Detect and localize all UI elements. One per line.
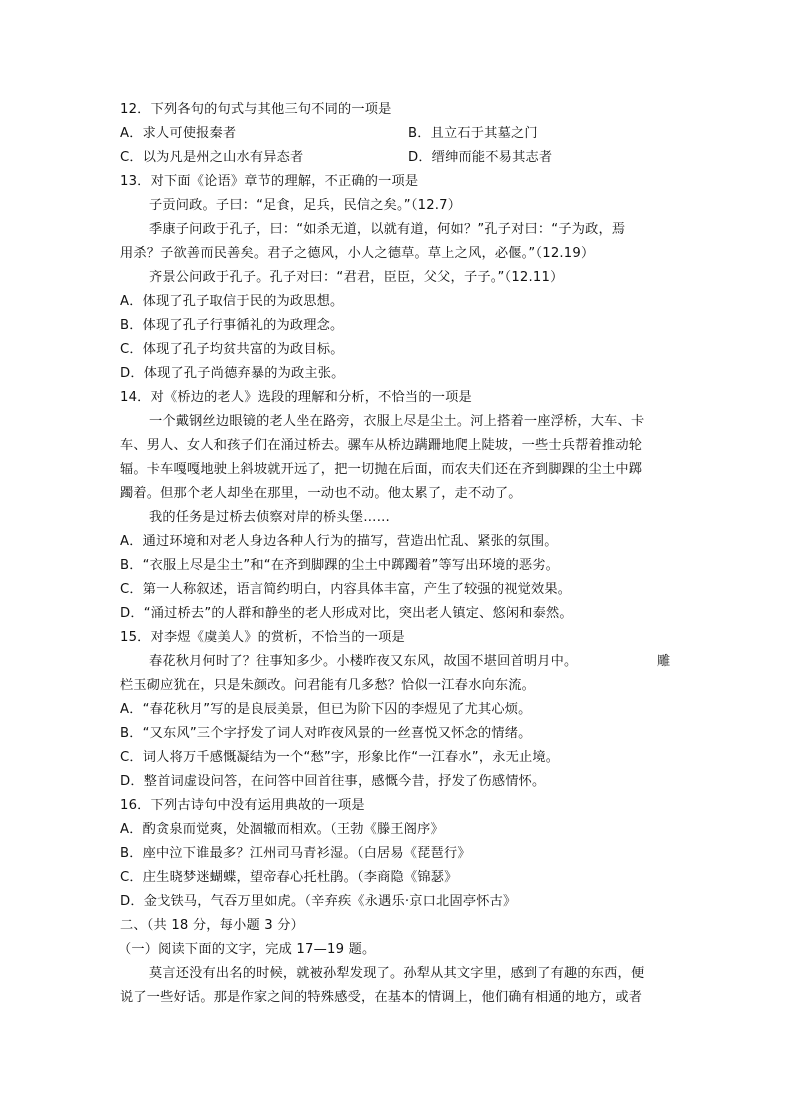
q15-option-a: A．“春花秋月”写的是良辰美景，但已为阶下囚的李煜见了尤其心烦。 <box>120 702 532 717</box>
q13-passage-line: 用杀？子欲善而民善矣。君子之德风，小人之德草。草上之风，必偃。”（12.19） <box>120 246 595 261</box>
q12-option-b: B．且立石于其墓之门 <box>408 126 538 141</box>
q15-stem: 15．对李煜《虞美人》的赏析，不恰当的一项是 <box>120 630 405 645</box>
section-heading: 二、（共 18 分，每小题 3 分） <box>120 918 304 933</box>
reading-passage-line: 说了一些好话。那是作家之间的特殊感受，在基本的情调上，他们确有相通的地方，或者 <box>120 990 643 1005</box>
q16-stem: 16．下列古诗句中没有运用典故的一项是 <box>120 798 365 813</box>
q14-option-a: A．通过环境和对老人身边各种人行为的描写，营造出忙乱、紧张的氛围。 <box>120 534 558 549</box>
q12-option-c: C．以为凡是州之山水有异态者 <box>120 150 304 165</box>
q16-option-a: A．酌贪泉而觉爽，处涸辙而相欢。（王勃《滕王阁序》 <box>120 822 444 837</box>
q15-poem-line: 春花秋月何时了？往事知多少。小楼昨夜又东风，故国不堪回首明月中。 <box>149 654 578 669</box>
q14-stem: 14．对《桥边的老人》选段的理解和分析，不恰当的一项是 <box>120 390 472 405</box>
q16-option-b: B．座中泣下谁最多？江州司马青衫湿。（白居易《琵琶行》 <box>120 846 471 861</box>
q13-stem: 13．对下面《论语》章节的理解，不正确的一项是 <box>120 174 419 189</box>
section-subheading: （一）阅读下面的文字，完成 17—19 题。 <box>118 942 376 957</box>
q16-option-d: D．金戈铁马，气吞万里如虎。（辛弃疾《永遇乐·京口北固亭怀古》 <box>120 894 517 909</box>
q13-option-d: D．体现了孔子尚德弃暴的为政主张。 <box>120 366 345 381</box>
q14-option-d: D．“涌过桥去”的人群和静坐的老人形成对比，突出老人镇定、悠闲和泰然。 <box>120 606 573 621</box>
q16-option-c: C．庄生晓梦迷蝴蝶，望帝春心托杜鹃。（李商隐《锦瑟》 <box>120 870 458 885</box>
q13-option-b: B．体现了孔子行事循礼的为政理念。 <box>120 318 344 333</box>
q15-option-b: B．“又东风”三个字抒发了词人对昨夜风景的一丝喜悦又怀念的情绪。 <box>120 726 532 741</box>
reading-passage-line: 莫言还没有出名的时候，就被孙犁发现了。孙犁从其文字里，感到了有趣的东西，便 <box>149 966 645 981</box>
q14-option-c: C．第一人称叙述，语言简约明白，内容具体丰富，产生了较强的视觉效果。 <box>120 582 572 597</box>
q14-passage-line: 车、男人、女人和孩子们在涌过桥去。骡车从桥边蹒跚地爬上陡坡，一些士兵帮着推动轮 <box>120 438 643 453</box>
q13-option-a: A．体现了孔子取信于民的为政思想。 <box>120 294 344 309</box>
q14-passage-line: 我的任务是过桥去侦察对岸的桥头堡…… <box>149 510 390 525</box>
q12-option-a: A．求人可使报秦者 <box>120 126 237 141</box>
q14-passage-line: 辐。卡车嘎嘎地驶上斜坡就开远了，把一切抛在后面，而农夫们还在齐到脚踝的尘土中踯 <box>120 462 643 477</box>
q15-option-c: C．词人将万千感慨凝结为一个“愁”字，形象比作“一江春水”，永无止境。 <box>120 750 560 765</box>
q14-passage-line: 一个戴钢丝边眼镜的老人坐在路旁，衣服上尽是尘土。河上搭着一座浮桥，大车、卡 <box>149 414 645 429</box>
q15-poem-fragment: 雕 <box>657 654 671 669</box>
q15-poem-line: 栏玉砌应犹在，只是朱颜改。问君能有几多愁？恰似一江春水向东流。 <box>120 678 536 693</box>
q12-stem: 12．下列各句的句式与其他三句不同的一项是 <box>120 102 392 117</box>
q13-passage-line: 子贡问政。子曰：“足食，足兵，民信之矣。”（12.7） <box>149 198 462 213</box>
q13-option-c: C．体现了孔子均贫共富的为政目标。 <box>120 342 344 357</box>
q15-option-d: D．整首词虚设问答，在问答中回首往事，感慨今昔，抒发了伤感情怀。 <box>120 774 546 789</box>
q13-passage-line: 齐景公问政于孔子。孔子对曰：“君君，臣臣，父父，子子。”（12.11） <box>149 270 564 285</box>
q12-option-d: D．缙绅而能不易其志者 <box>408 150 553 165</box>
q14-option-b: B．“衣服上尽是尘土”和“在齐到脚踝的尘土中踯躅着”等写出环境的恶劣。 <box>120 558 559 573</box>
q14-passage-line: 躅着。但那个老人却坐在那里，一动也不动。他太累了，走不动了。 <box>120 486 522 501</box>
q13-passage-line: 季康子问政于孔子，曰：“如杀无道，以就有道，何如？”孔子对曰：“子为政，焉 <box>149 222 626 237</box>
